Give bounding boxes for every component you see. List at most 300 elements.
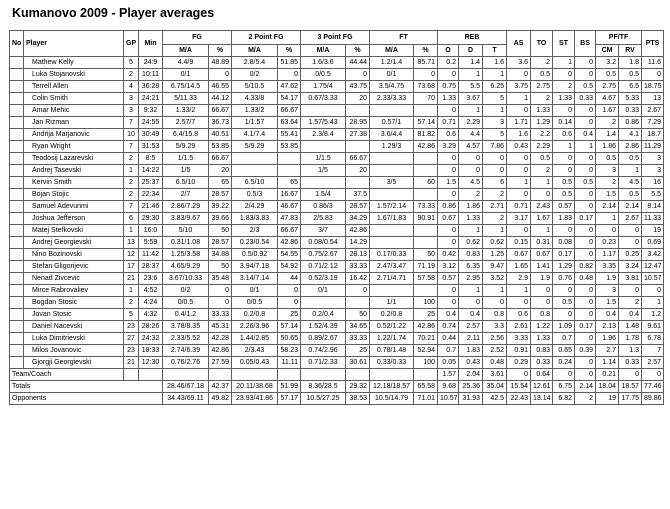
table-cell: 1.5 (596, 297, 619, 309)
table-cell: 0 (553, 105, 575, 117)
table-cell (10, 165, 24, 177)
table-cell: Jovan Stosic (24, 309, 124, 321)
table-cell: 0 (278, 69, 301, 81)
table-cell: 0 (619, 285, 642, 297)
table-cell: 19 (596, 393, 619, 405)
table-row (10, 81, 664, 93)
table-cell: 16.42 (346, 273, 370, 285)
table-cell: 1 (124, 165, 139, 177)
table-cell: 0 (438, 297, 459, 309)
table-cell (10, 105, 24, 117)
table-row (10, 57, 664, 69)
table-cell: 39.22 (209, 201, 232, 213)
table-cell: Kervin Smith (24, 177, 124, 189)
table-cell: 66.67 (209, 153, 232, 165)
table-cell: 5:59 (139, 237, 163, 249)
table-cell: 4.33/8 (232, 93, 278, 105)
table-cell: 0 (619, 237, 642, 249)
table-cell: 2.14 (575, 381, 596, 393)
table-cell: 44 (278, 273, 301, 285)
subheader-ft-ma: M/A (370, 45, 414, 57)
table-cell: 1.52/4.39 (301, 321, 346, 333)
table-cell: 20 (346, 93, 370, 105)
table-cell: 0.24 (553, 357, 575, 369)
table-cell: 0.86/3 (301, 201, 346, 213)
table-cell: 0 (531, 189, 553, 201)
table-cell: 1.22 (531, 321, 553, 333)
table-cell: 73.68 (414, 81, 438, 93)
table-cell: 0.67 (507, 249, 531, 261)
table-cell: 42.5 (483, 393, 507, 405)
table-cell: 1.4 (596, 129, 619, 141)
table-cell: 10.57 (642, 273, 664, 285)
table-cell: 1 (459, 69, 483, 81)
table-cell: 16.67 (278, 189, 301, 201)
table-cell: 35.04 (483, 381, 507, 393)
table-cell: 1.5 (438, 177, 459, 189)
table-cell (10, 189, 24, 201)
table-cell: 0.67 (531, 249, 553, 261)
table-cell: 0.48 (575, 273, 596, 285)
table-cell: 33.33 (346, 261, 370, 273)
table-cell: 2 (124, 177, 139, 189)
table-cell: 51.99 (278, 381, 301, 393)
table-cell: 1 (553, 57, 575, 69)
subheader-cm: CM (596, 45, 619, 57)
table-cell: 2.8/5.4 (232, 57, 278, 69)
table-cell: 3.67 (459, 93, 483, 105)
table-cell: 15.54 (507, 381, 531, 393)
table-cell: 1.71 (507, 117, 531, 129)
table-row (10, 309, 664, 321)
table-cell: 20 (209, 165, 232, 177)
table-cell (232, 369, 278, 381)
table-cell: 0 (209, 69, 232, 81)
table-cell: 0.17 (575, 321, 596, 333)
table-cell: 0.5 (553, 177, 575, 189)
table-cell: 0 (642, 369, 664, 381)
table-cell: 42.86 (278, 237, 301, 249)
table-cell: 0 (575, 285, 596, 297)
table-cell: 12:30 (139, 357, 163, 369)
table-row (10, 285, 664, 297)
header-2pt-fg: 2 Point FG (232, 31, 301, 45)
table-cell: 10 (124, 129, 139, 141)
table-cell: 6.35 (459, 261, 483, 273)
table-cell: 12 (124, 249, 139, 261)
table-cell: 7 (124, 141, 139, 153)
table-cell: 1.25/3.58 (163, 249, 209, 261)
table-cell: 0 (438, 69, 459, 81)
table-cell: 44.12 (209, 93, 232, 105)
table-cell: 1 (124, 225, 139, 237)
table-cell: 58.23 (278, 345, 301, 357)
table-cell: 0 (575, 105, 596, 117)
table-cell: 53.85 (278, 141, 301, 153)
table-cell: 3.5/4.75 (370, 81, 414, 93)
table-cell (301, 177, 346, 189)
table-cell: 31.93 (459, 393, 483, 405)
table-cell: 1.29/3 (370, 141, 414, 153)
subheader-reb-d: D (459, 45, 483, 57)
header-as: AS (507, 31, 531, 57)
table-cell: 0.5 (619, 153, 642, 165)
table-cell (10, 345, 24, 357)
table-cell (346, 297, 370, 309)
table-cell: 0 (553, 285, 575, 297)
table-cell: 2.43 (531, 201, 553, 213)
table-cell: 50 (346, 309, 370, 321)
table-cell: 0.31/1.08 (163, 237, 209, 249)
table-cell: 2/5.83 (301, 213, 346, 225)
subheader-rv: RV (619, 45, 642, 57)
subheader-fg-pct: % (209, 45, 232, 57)
table-cell: 39.66 (209, 213, 232, 225)
table-cell: 47.83 (278, 213, 301, 225)
table-cell: 40.51 (209, 129, 232, 141)
table-cell: 7 (642, 345, 664, 357)
table-cell: 34.88 (209, 249, 232, 261)
table-cell: 0.5 (575, 177, 596, 189)
table-cell: 0.21 (596, 369, 619, 381)
table-cell: 1/1 (370, 297, 414, 309)
table-cell: 77.46 (642, 381, 664, 393)
table-cell: 1 (483, 225, 507, 237)
table-cell: 0.76 (553, 273, 575, 285)
table-cell: 0.91 (507, 345, 531, 357)
header-to: TO (531, 31, 553, 57)
table-cell: 0 (209, 297, 232, 309)
table-cell: 9:32 (139, 105, 163, 117)
table-cell: 1.78 (619, 333, 642, 345)
table-cell: 0.4 (459, 309, 483, 321)
table-cell: Ryan Wright (24, 141, 124, 153)
table-cell: 27.38 (346, 129, 370, 141)
table-cell: 28.13 (346, 249, 370, 261)
table-cell: 20 (346, 165, 370, 177)
table-cell: 5/11.33 (163, 93, 209, 105)
table-cell: 42.28 (209, 333, 232, 345)
table-cell: 2 (483, 213, 507, 225)
table-cell: 3.6 (507, 57, 531, 69)
header-pts: PTS (642, 31, 664, 57)
table-cell (370, 189, 414, 201)
table-cell: 1.09 (553, 321, 575, 333)
table-cell: 23:6 (139, 273, 163, 285)
table-cell: 5/9.29 (232, 141, 278, 153)
table-cell: 0 (553, 225, 575, 237)
table-cell: 3 (596, 165, 619, 177)
table-cell: Bogdan Stosic (24, 297, 124, 309)
table-cell: Nenad Zivcevic (24, 273, 124, 285)
table-cell: 30:49 (139, 129, 163, 141)
table-cell: 71.01 (414, 393, 438, 405)
table-cell: 12.18/18.57 (370, 381, 414, 393)
table-row (10, 201, 664, 213)
table-cell: 1.41 (531, 261, 553, 273)
table-cell: 50 (209, 225, 232, 237)
table-cell: 0.33 (531, 357, 553, 369)
table-cell: 2 (596, 117, 619, 129)
subheader-reb-o: O (438, 45, 459, 57)
table-cell: 0.4 (596, 309, 619, 321)
table-cell: 6.75 (553, 381, 575, 393)
table-cell: 17 (124, 261, 139, 273)
table-cell: 0 (575, 165, 596, 177)
header-gp: GP (124, 31, 139, 57)
table-cell: 6.4/15.8 (163, 129, 209, 141)
table-cell: 11.11 (278, 357, 301, 369)
table-cell: 0.69 (642, 237, 664, 249)
table-row (10, 249, 664, 261)
table-cell (10, 129, 24, 141)
table-cell: 0.6 (438, 129, 459, 141)
player-rows (10, 57, 664, 405)
table-cell: Mirce Rabrovaliev (24, 285, 124, 297)
table-cell: 0 (642, 69, 664, 81)
table-cell: 0.43 (507, 141, 531, 153)
table-cell: 0.6 (507, 309, 531, 321)
table-cell: 25:37 (139, 177, 163, 189)
page-title: Kumanovo 2009 - Player averages (12, 6, 215, 20)
table-cell (139, 369, 163, 381)
table-cell: 1 (507, 177, 531, 189)
table-row (10, 117, 664, 129)
table-cell: 0.2/0.8 (370, 309, 414, 321)
table-cell: 1.65 (507, 261, 531, 273)
header-3pt-fg: 3 Point FG (301, 31, 370, 45)
table-cell: 2/3 (232, 225, 278, 237)
table-cell: 2.75 (531, 81, 553, 93)
table-row (10, 105, 664, 117)
table-cell: 7.86 (483, 141, 507, 153)
table-cell: 0.71 (438, 117, 459, 129)
table-row (10, 129, 664, 141)
table-cell: 3.81 (619, 273, 642, 285)
table-cell: 0/1 (370, 69, 414, 81)
table-row (10, 213, 664, 225)
table-cell: 4.4/9 (163, 57, 209, 69)
table-cell: 0.67/3.33 (301, 93, 346, 105)
table-cell: 1/1.57 (232, 117, 278, 129)
table-cell: 4.5 (619, 177, 642, 189)
table-cell: 10.5/27.25 (301, 393, 346, 405)
table-cell (346, 105, 370, 117)
table-cell: 1.2/1.4 (370, 57, 414, 69)
table-cell: 0.5 (531, 69, 553, 81)
table-cell: 1.8 (619, 57, 642, 69)
table-cell: 0 (553, 309, 575, 321)
table-cell: 70 (414, 93, 438, 105)
table-cell: 18.75 (642, 81, 664, 93)
table-cell: 57.58 (414, 273, 438, 285)
table-cell: 0/0.5 (301, 69, 346, 81)
table-cell: 1.6 (483, 57, 507, 69)
table-cell: 10:11 (139, 69, 163, 81)
table-cell: 0/2 (232, 69, 278, 81)
table-cell: 1 (575, 141, 596, 153)
table-cell: Joshua Jefferson (24, 213, 124, 225)
table-cell: 46.55 (209, 81, 232, 93)
table-cell: 0.08 (553, 237, 575, 249)
table-cell: 66.67 (278, 225, 301, 237)
table-cell: Matej Stefkovski (24, 225, 124, 237)
table-cell: 4 (124, 81, 139, 93)
totals-label: Totals (10, 381, 163, 393)
table-cell: 28.57 (346, 201, 370, 213)
table-cell: 65 (278, 177, 301, 189)
header-st: ST (553, 31, 575, 57)
table-cell: 11.6 (642, 57, 664, 69)
table-cell: 0 (438, 105, 459, 117)
table-cell: 45.31 (209, 321, 232, 333)
table-cell: 2.3/8.4 (301, 129, 346, 141)
table-cell: 9.68 (438, 381, 459, 393)
table-cell: 24:21 (139, 93, 163, 105)
table-cell: 0.75/2.67 (301, 249, 346, 261)
table-cell: 1/1.5 (301, 153, 346, 165)
table-cell: 0 (278, 297, 301, 309)
table-cell: 25.36 (459, 381, 483, 393)
table-cell: 51.85 (278, 57, 301, 69)
table-cell: 0/0.5 (163, 297, 209, 309)
table-cell: 2.56 (483, 333, 507, 345)
table-cell: 1.67 (531, 213, 553, 225)
table-cell: 1.9 (531, 273, 553, 285)
table-cell: 25 (346, 345, 370, 357)
table-cell: 0 (642, 285, 664, 297)
table-cell: 65.58 (414, 381, 438, 393)
table-cell: 54.17 (278, 93, 301, 105)
table-cell: 35.48 (209, 273, 232, 285)
table-cell: 0/2 (163, 285, 209, 297)
table-cell: 1.5 (596, 189, 619, 201)
table-cell: 0.82 (575, 261, 596, 273)
table-row (10, 141, 664, 153)
header-min: Min (139, 31, 163, 57)
table-cell (10, 117, 24, 129)
table-cell (414, 237, 438, 249)
table-cell: 0 (507, 225, 531, 237)
table-cell: 2.57 (642, 357, 664, 369)
table-cell: 50.65 (278, 333, 301, 345)
table-cell: 0 (507, 189, 531, 201)
table-cell: 66.67 (346, 153, 370, 165)
table-cell: 0 (575, 297, 596, 309)
table-cell (10, 297, 24, 309)
table-cell: 0 (438, 285, 459, 297)
table-cell: 1/5 (301, 165, 346, 177)
table-cell: 0.42 (438, 249, 459, 261)
table-cell: 0 (575, 189, 596, 201)
table-cell: 33.33 (346, 333, 370, 345)
table-cell (370, 225, 414, 237)
table-cell: 1/1.5 (163, 153, 209, 165)
table-cell: 43.75 (346, 81, 370, 93)
table-cell: 14.29 (346, 237, 370, 249)
table-cell: 25 (278, 309, 301, 321)
table-cell: 0.5 (619, 69, 642, 81)
table-cell: 2.26/3.96 (232, 321, 278, 333)
table-cell: 1.33 (459, 213, 483, 225)
table-cell: 2.61 (507, 321, 531, 333)
table-cell: 16:0 (139, 225, 163, 237)
table-cell: 6.75/14.5 (163, 81, 209, 93)
table-cell: 100 (414, 357, 438, 369)
table-cell (301, 105, 346, 117)
table-cell: 1.3 (619, 345, 642, 357)
table-cell: Luka Dimitrievski (24, 333, 124, 345)
table-cell: 2.52 (483, 345, 507, 357)
table-cell: 85.71 (414, 57, 438, 69)
table-cell: 57.17 (278, 393, 301, 405)
table-cell: 0.74/2.96 (301, 345, 346, 357)
table-cell: 27.59 (209, 357, 232, 369)
table-cell: 1 (483, 105, 507, 117)
table-cell: 49.82 (209, 393, 232, 405)
table-cell: 5/9.29 (163, 141, 209, 153)
table-cell: 0 (459, 297, 483, 309)
table-cell: 21 (124, 273, 139, 285)
table-cell: 0.64 (531, 369, 553, 381)
table-cell: 10.5/14.79 (370, 393, 414, 405)
table-cell: 1 (531, 225, 553, 237)
table-row (10, 177, 664, 189)
table-cell: 0.4 (619, 309, 642, 321)
table-cell: 14:22 (139, 165, 163, 177)
table-cell: 1.57/2.14 (370, 201, 414, 213)
table-cell: 2.13 (596, 321, 619, 333)
table-cell: 11:42 (139, 249, 163, 261)
table-cell: 4.57 (459, 141, 483, 153)
table-cell: 90.91 (414, 213, 438, 225)
table-cell: 2.14 (619, 201, 642, 213)
table-cell: 5.5 (459, 81, 483, 93)
table-cell (10, 57, 24, 69)
table-row (10, 189, 664, 201)
table-cell: 7.29 (642, 117, 664, 129)
table-cell: 0.05/0.43 (232, 357, 278, 369)
table-cell: 100 (414, 297, 438, 309)
table-cell: 3.6/4.4 (370, 129, 414, 141)
table-cell (10, 213, 24, 225)
subheader-2pt-pct: % (278, 45, 301, 57)
table-cell: 0.7 (553, 333, 575, 345)
opponents-label: Opponents (10, 393, 163, 405)
table-cell: Andrija Marjanovic (24, 129, 124, 141)
table-cell (414, 153, 438, 165)
table-cell: 0.33 (619, 105, 642, 117)
table-cell: 25 (414, 309, 438, 321)
table-cell: 54.55 (278, 249, 301, 261)
table-cell: 65 (209, 177, 232, 189)
subheader-3pt-pct: % (346, 45, 370, 57)
table-cell: 0 (553, 153, 575, 165)
table-cell: 2 (124, 69, 139, 81)
table-cell: 0.43 (459, 357, 483, 369)
table-cell: 1.67 (596, 105, 619, 117)
table-cell: 1.44/2.85 (232, 333, 278, 345)
table-cell: 0 (575, 309, 596, 321)
table-cell: 55.41 (278, 129, 301, 141)
table-cell: 4.67 (596, 93, 619, 105)
table-cell (370, 153, 414, 165)
table-cell: 1.48 (619, 321, 642, 333)
table-cell: 0.5 (619, 189, 642, 201)
table-cell: 19 (642, 225, 664, 237)
table-cell: 1.29 (531, 117, 553, 129)
table-cell: 20.11/38.68 (232, 381, 278, 393)
